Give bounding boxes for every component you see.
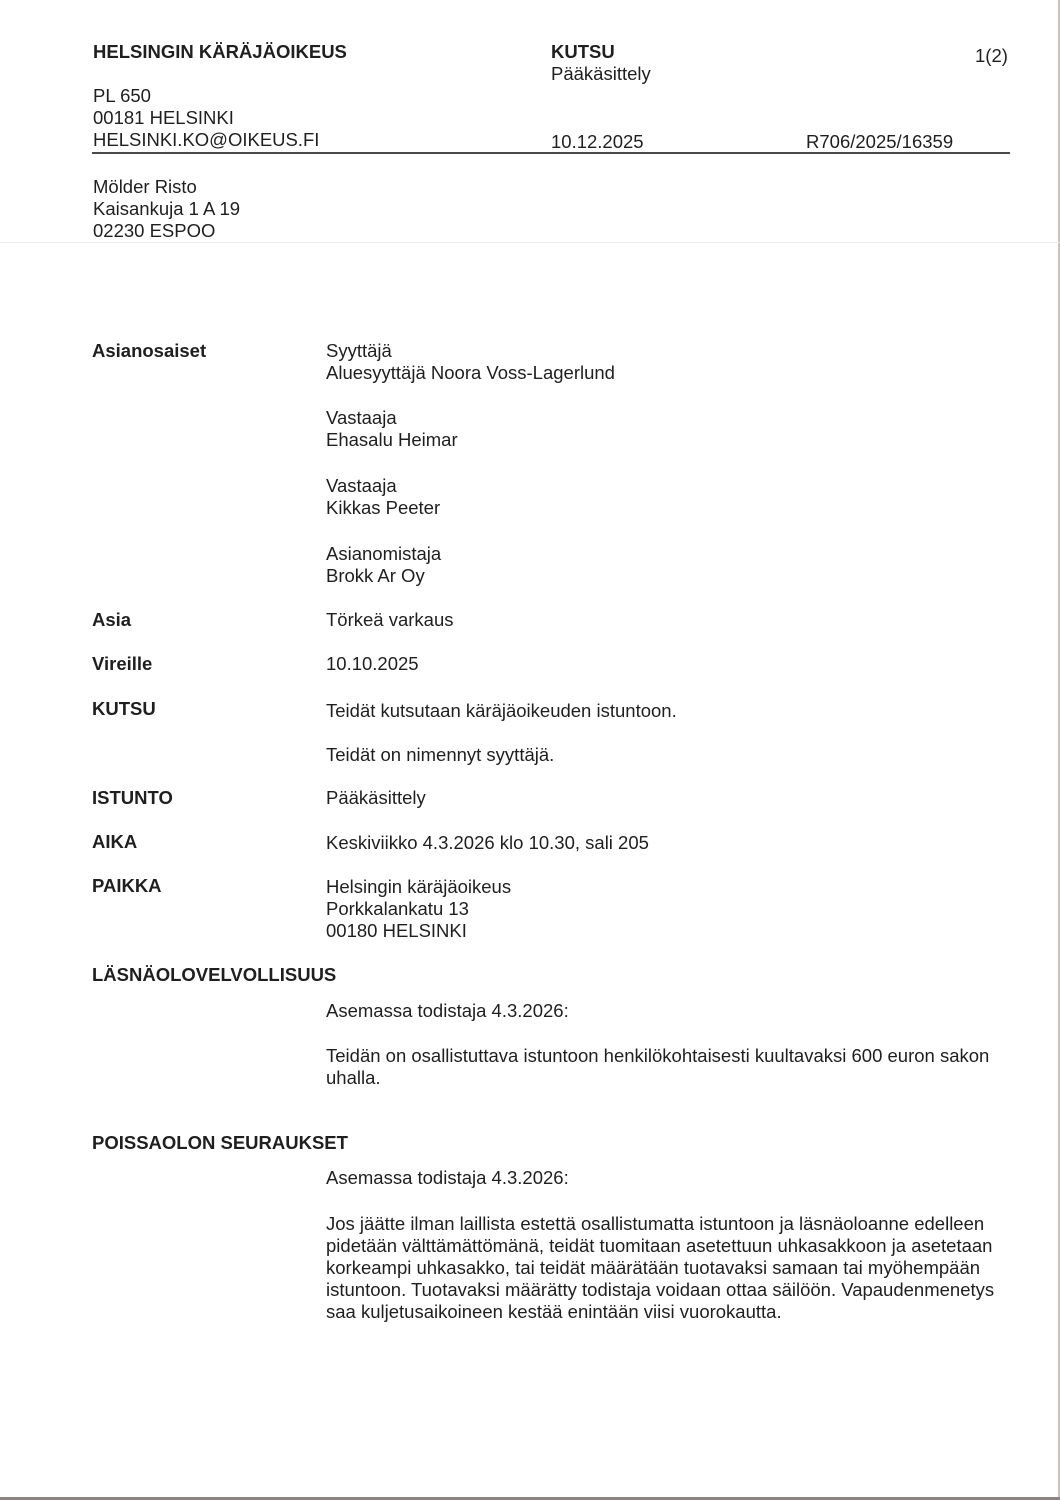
party-role: Syyttäjä bbox=[326, 340, 392, 361]
header-divider bbox=[92, 152, 1010, 154]
paikka-line3: 00180 HELSINKI bbox=[326, 920, 467, 941]
party-role: Vastaaja bbox=[326, 407, 397, 428]
court-name: HELSINGIN KÄRÄJÄOIKEUS bbox=[93, 41, 347, 62]
doc-subtype: Pääkäsittely bbox=[551, 63, 651, 84]
doc-type: KUTSU bbox=[551, 41, 615, 62]
court-email: HELSINKI.KO@OIKEUS.FI bbox=[93, 129, 320, 150]
party-role: Asianomistaja bbox=[326, 543, 442, 564]
istunto-value: Pääkäsittely bbox=[326, 787, 426, 808]
kutsu-label: KUTSU bbox=[92, 698, 156, 719]
paikka-line1: Helsingin käräjäoikeus bbox=[326, 876, 512, 897]
vireille-value: 10.10.2025 bbox=[326, 653, 419, 674]
vireille-label: Vireille bbox=[92, 653, 153, 674]
recipient-name: Mölder Risto bbox=[93, 176, 197, 197]
party-role: Vastaaja bbox=[326, 475, 397, 496]
aika-value: Keskiviikko 4.3.2026 klo 10.30, sali 205 bbox=[326, 832, 649, 853]
doc-date: 10.12.2025 bbox=[551, 131, 644, 152]
recipient-street: Kaisankuja 1 A 19 bbox=[93, 198, 241, 219]
asia-value: Törkeä varkaus bbox=[326, 609, 454, 630]
fold-line bbox=[0, 242, 1060, 243]
recipient-postal: 02230 ESPOO bbox=[93, 220, 216, 241]
absence-heading: POISSAOLON SEURAUKSET bbox=[92, 1132, 348, 1153]
paikka-line2: Porkkalankatu 13 bbox=[326, 898, 469, 919]
attendance-text: Teidän on osallistuttava istuntoon henkilökohtaisesti kuultavaksi 600 euron sakon uhalla. bbox=[326, 1045, 990, 1088]
party-name: Aluesyyttäjä Noora Voss-Lagerlund bbox=[326, 362, 615, 383]
absence-intro: Asemassa todistaja 4.3.2026: bbox=[326, 1167, 569, 1188]
court-po-box: PL 650 bbox=[93, 85, 151, 106]
page-number: 1(2) bbox=[975, 45, 1008, 66]
kutsu-value-2: Teidät on nimennyt syyttäjä. bbox=[326, 744, 555, 765]
attendance-intro: Asemassa todistaja 4.3.2026: bbox=[326, 1000, 569, 1021]
case-number: R706/2025/16359 bbox=[806, 131, 954, 152]
parties-label: Asianosaiset bbox=[92, 340, 207, 361]
absence-text: Jos jäätte ilman laillista estettä osallistumatta istuntoon ja läsnäoloanne edelleen pidetään välttämättömänä, teidät tuomitaan asetettuun uhkasakkoon ja asetetaan korkeampi uhkasakko, tai teidät määrätään tuotavaksi samaan tai myöhempään istuntoon. Tuotavaksi määrätty todistaja voidaan ottaa säilöön. Vapaudenmenetys saa kuljetusaikoineen kestää enintään viisi vuorokautta. bbox=[326, 1213, 995, 1322]
attendance-heading: LÄSNÄOLOVELVOLLISUUS bbox=[92, 964, 337, 985]
kutsu-value: Teidät kutsutaan käräjäoikeuden istuntoon. bbox=[326, 700, 677, 721]
court-postal: 00181 HELSINKI bbox=[93, 107, 234, 128]
istunto-label: ISTUNTO bbox=[92, 787, 173, 808]
aika-label: AIKA bbox=[92, 831, 138, 852]
party-name: Kikkas Peeter bbox=[326, 497, 441, 518]
asia-label: Asia bbox=[92, 609, 132, 630]
party-name: Brokk Ar Oy bbox=[326, 565, 425, 586]
paikka-label: PAIKKA bbox=[92, 875, 162, 896]
party-name: Ehasalu Heimar bbox=[326, 429, 458, 450]
